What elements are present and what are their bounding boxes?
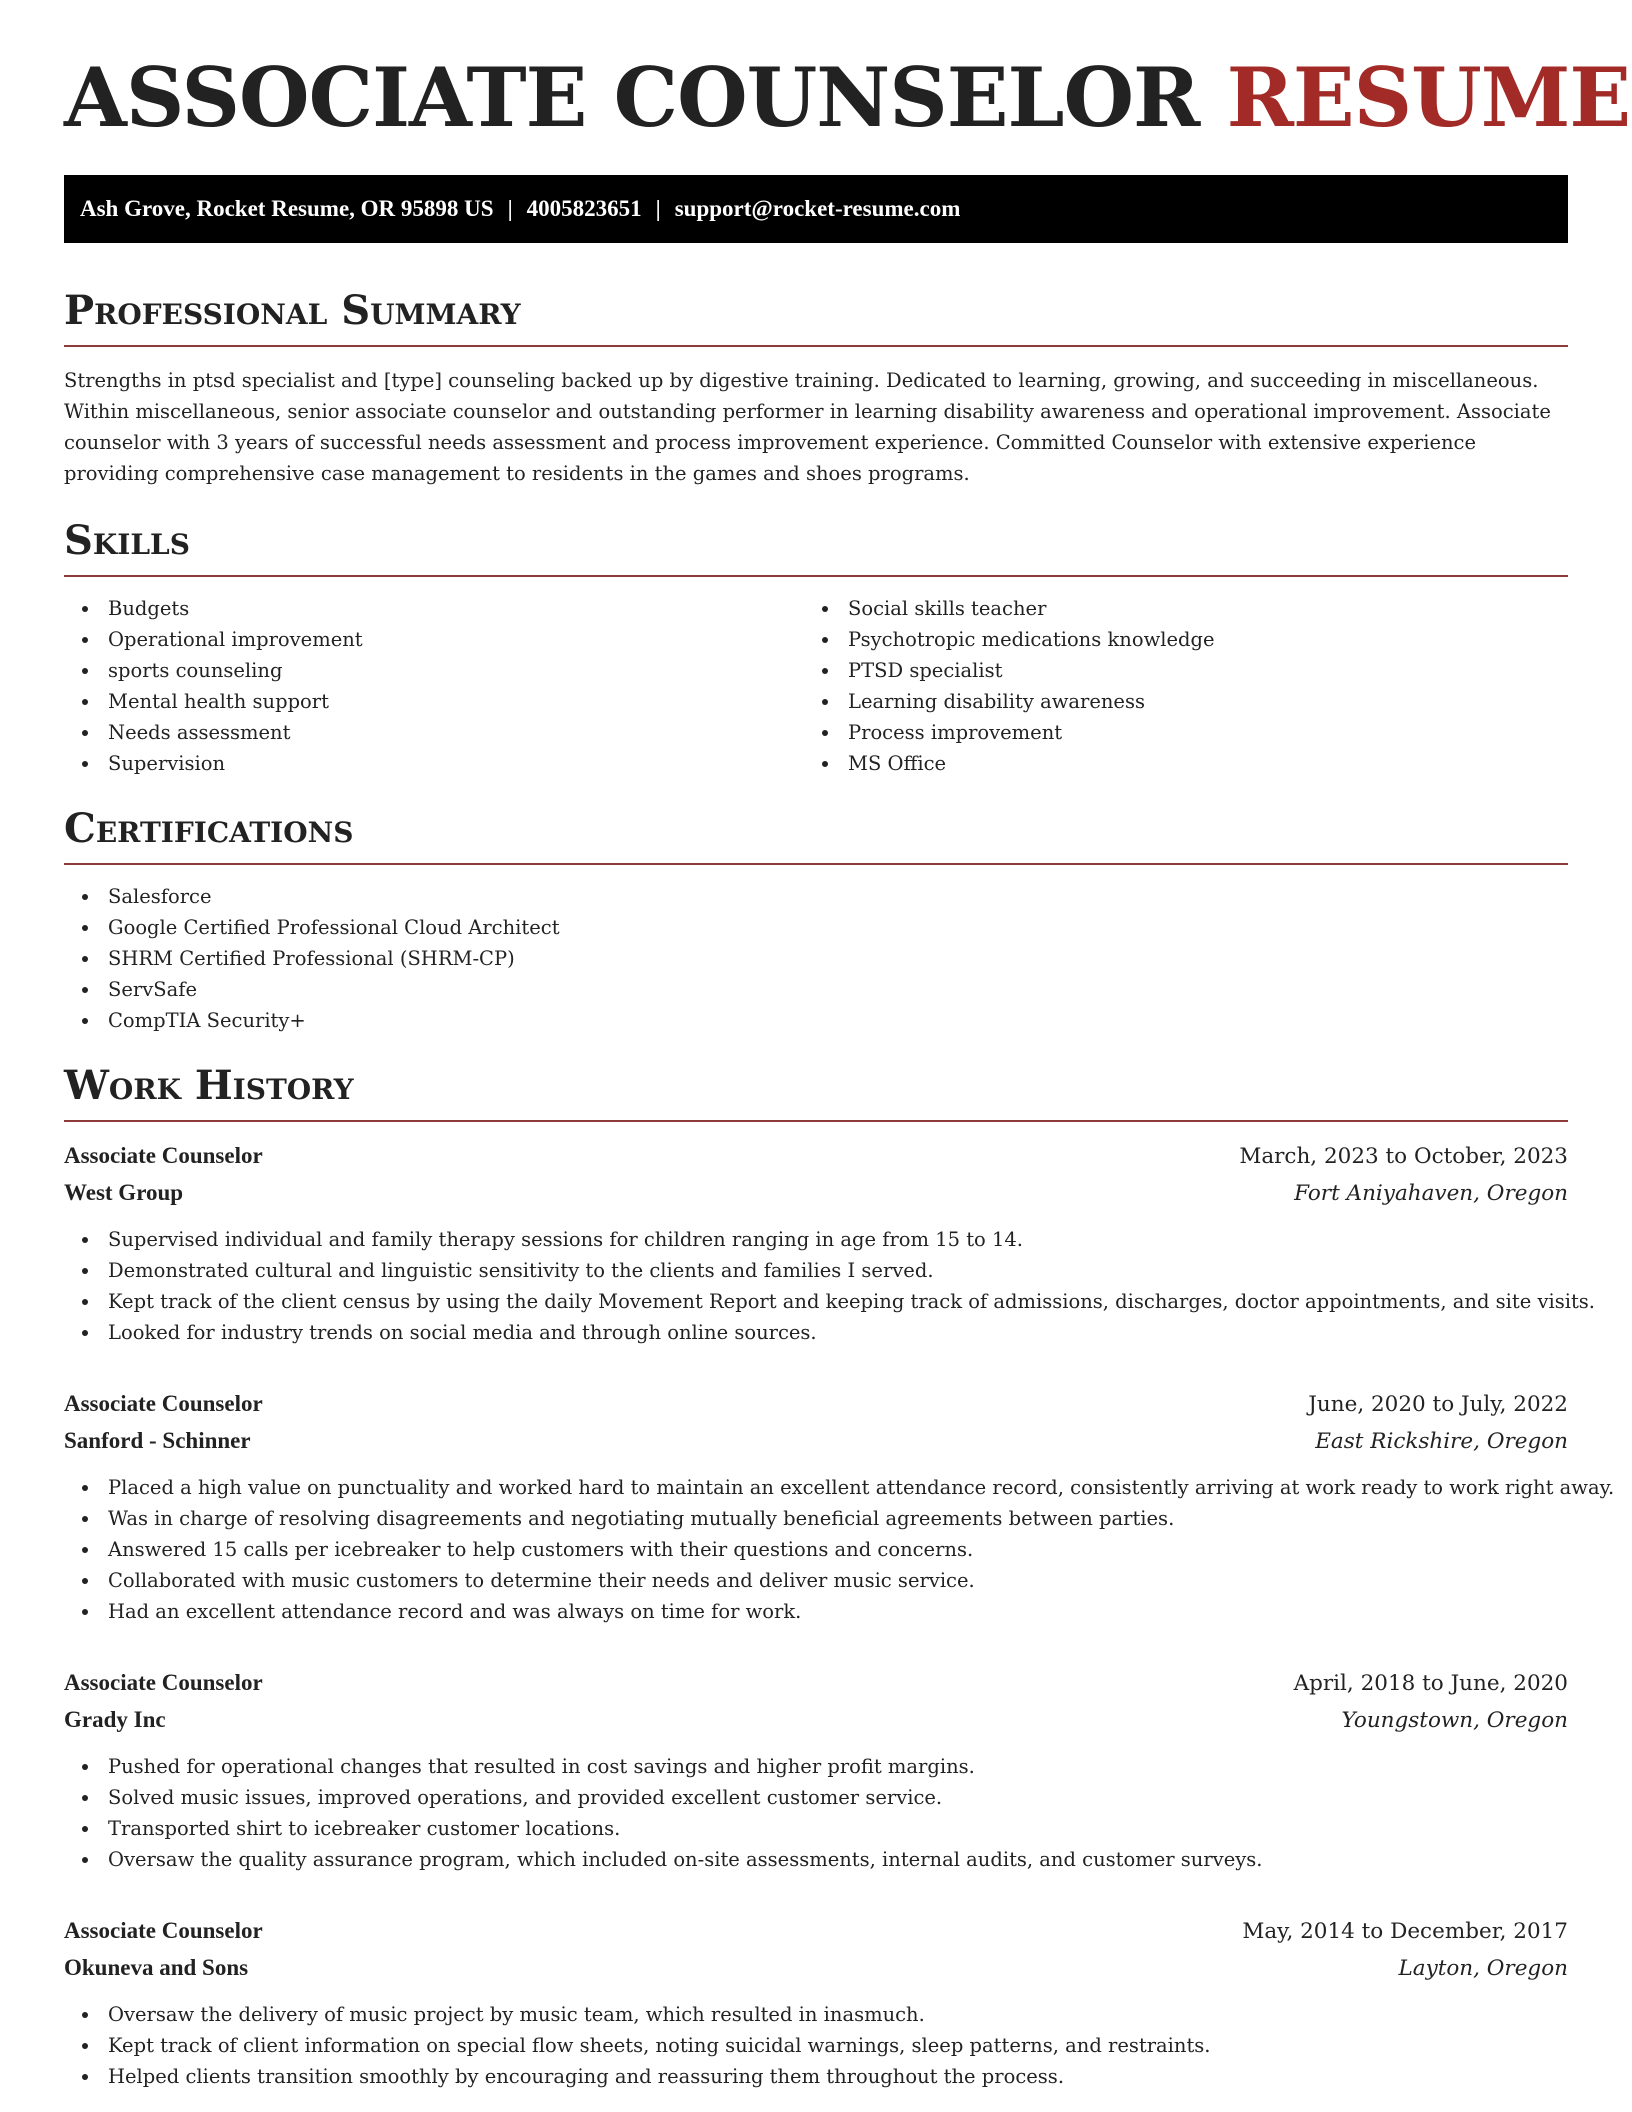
certification-item: SHRM Certified Professional (SHRM-CP)	[64, 943, 1568, 974]
section-divider	[64, 863, 1568, 865]
job-bullet: Answered 15 calls per icebreaker to help customers with their questions and concerns.	[64, 1534, 1568, 1565]
job-dates: May, 2014 to December, 2017	[1242, 1919, 1568, 1944]
job-bullet: Was in charge of resolving disagreements and negotiating mutually beneficial agreements between parties.	[64, 1503, 1568, 1534]
work-history-list	[64, 1138, 1615, 2092]
job-bullet: Had an excellent attendance record and was always on time for work.	[64, 1596, 1568, 1627]
page-title	[64, 0, 1631, 146]
job-bullet: Kept track of the client census by using the daily Movement Report and keeping track of admissions, discharges, doctor appointments, and site visits.	[64, 1286, 1568, 1317]
skill-item: Psychotropic medications knowledge	[804, 624, 1544, 655]
job-company: West Group	[64, 1180, 184, 1205]
job-bullet: Solved music issues, improved operations, and provided excellent customer service.	[64, 1782, 1568, 1813]
skill-item: Learning disability awareness	[804, 686, 1544, 717]
skills-left-list	[64, 593, 804, 779]
skill-item: Social skills teacher	[804, 593, 1544, 624]
job-bullet: Demonstrated cultural and linguistic sensitivity to the clients and families I served.	[64, 1255, 1568, 1286]
job-company-row	[64, 1702, 1568, 1739]
job-location: Youngstown, Oregon	[1341, 1708, 1568, 1733]
contact-phone: 4005823651	[526, 196, 642, 221]
summary-heading: Professional Summary	[64, 287, 521, 334]
title-accent: RESUME	[1226, 51, 1631, 146]
job-title: Associate Counselor	[64, 1391, 263, 1416]
job-entry	[64, 1913, 1568, 2092]
certifications-list	[64, 881, 1568, 1036]
job-bullet: Looked for industry trends on social media and through online sources.	[64, 1317, 1568, 1348]
certifications-heading: Certifications	[64, 805, 354, 852]
skill-item: Needs assessment	[64, 717, 804, 748]
job-bullets	[64, 1224, 1596, 1348]
job-bullet: Supervised individual and family therapy sessions for children ranging in age from 15 to 14.	[64, 1224, 1568, 1255]
section-divider	[64, 345, 1568, 347]
job-header-row	[64, 1665, 1568, 1702]
job-company: Sanford - Schinner	[64, 1428, 251, 1453]
job-entry	[64, 1665, 1568, 1875]
skill-item: MS Office	[804, 748, 1544, 779]
certification-item: CompTIA Security+	[64, 1005, 1568, 1036]
job-location: East Rickshire, Oregon	[1315, 1429, 1568, 1454]
job-bullet: Kept track of client information on special flow sheets, noting suicidal warnings, sleep patterns, and restraints.	[64, 2030, 1568, 2061]
title-main: ASSOCIATE COUNSELOR	[64, 51, 1200, 146]
job-header-row	[64, 1913, 1568, 1950]
contact-bar	[64, 175, 1568, 243]
job-bullets	[64, 1751, 1568, 1875]
contact-separator: |	[507, 196, 513, 221]
job-bullet: Collaborated with music customers to determine their needs and deliver music service.	[64, 1565, 1568, 1596]
job-location: Fort Aniyahaven, Oregon	[1294, 1181, 1568, 1206]
job-bullet: Transported shirt to icebreaker customer locations.	[64, 1813, 1568, 1844]
skill-item: Budgets	[64, 593, 804, 624]
job-title: Associate Counselor	[64, 1670, 263, 1695]
job-title: Associate Counselor	[64, 1918, 263, 1943]
job-bullet: Oversaw the delivery of music project by music team, which resulted in inasmuch.	[64, 1999, 1568, 2030]
job-bullet: Pushed for operational changes that resulted in cost savings and higher profit margins.	[64, 1751, 1568, 1782]
job-header-row	[64, 1386, 1568, 1423]
job-header-row	[64, 1138, 1568, 1175]
job-company-row	[64, 1175, 1568, 1212]
job-bullets	[64, 1999, 1568, 2092]
certification-item: Google Certified Professional Cloud Architect	[64, 912, 1568, 943]
job-bullet: Helped clients transition smoothly by encouraging and reassuring them throughout the process.	[64, 2061, 1568, 2092]
job-location: Layton, Oregon	[1398, 1956, 1568, 1981]
skill-item: Supervision	[64, 748, 804, 779]
skill-item: Process improvement	[804, 717, 1544, 748]
certification-item: ServSafe	[64, 974, 1568, 1005]
job-dates: June, 2020 to July, 2022	[1308, 1392, 1568, 1417]
contact-address: Ash Grove, Rocket Resume, OR 95898 US	[80, 196, 494, 221]
skill-item: Operational improvement	[64, 624, 804, 655]
job-bullets	[64, 1472, 1615, 1627]
contact-email: support@rocket-resume.com	[674, 196, 961, 221]
skills-heading: Skills	[64, 517, 190, 564]
contact-separator: |	[655, 196, 661, 221]
job-entry	[64, 1138, 1596, 1348]
certification-item: Salesforce	[64, 881, 1568, 912]
skills-grid	[64, 577, 1568, 779]
section-divider	[64, 1120, 1568, 1122]
job-bullet: Placed a high value on punctuality and worked hard to maintain an excellent attendance record, consistently arriving at work ready to work right away.	[64, 1472, 1568, 1503]
summary-text: Strengths in ptsd specialist and [type] counseling backed up by digestive training. Dedicated to learning, growing, and succeeding in miscellaneous. Within miscellaneous, senior associate counselor and outstanding performer in learning disability awareness and operational improvement. Associate counselor with 3 years of successful needs assessment and process improvement experience. Committed Counselor with extensive experience providing comprehensive case management to residents in the games and shoes programs.	[64, 369, 1551, 485]
skill-item: sports counseling	[64, 655, 804, 686]
skill-item: PTSD specialist	[804, 655, 1544, 686]
job-company-row	[64, 1950, 1568, 1987]
work-history-heading: Work History	[64, 1062, 354, 1109]
job-company: Grady Inc	[64, 1707, 166, 1732]
job-dates: April, 2018 to June, 2020	[1293, 1671, 1568, 1696]
job-title: Associate Counselor	[64, 1143, 263, 1168]
skills-right-list	[804, 593, 1544, 779]
skill-item: Mental health support	[64, 686, 804, 717]
job-company: Okuneva and Sons	[64, 1955, 249, 1980]
job-bullet: Oversaw the quality assurance program, which included on-site assessments, internal audits, and customer surveys.	[64, 1844, 1568, 1875]
job-entry	[64, 1386, 1615, 1627]
job-company-row	[64, 1423, 1568, 1460]
job-dates: March, 2023 to October, 2023	[1239, 1144, 1568, 1169]
